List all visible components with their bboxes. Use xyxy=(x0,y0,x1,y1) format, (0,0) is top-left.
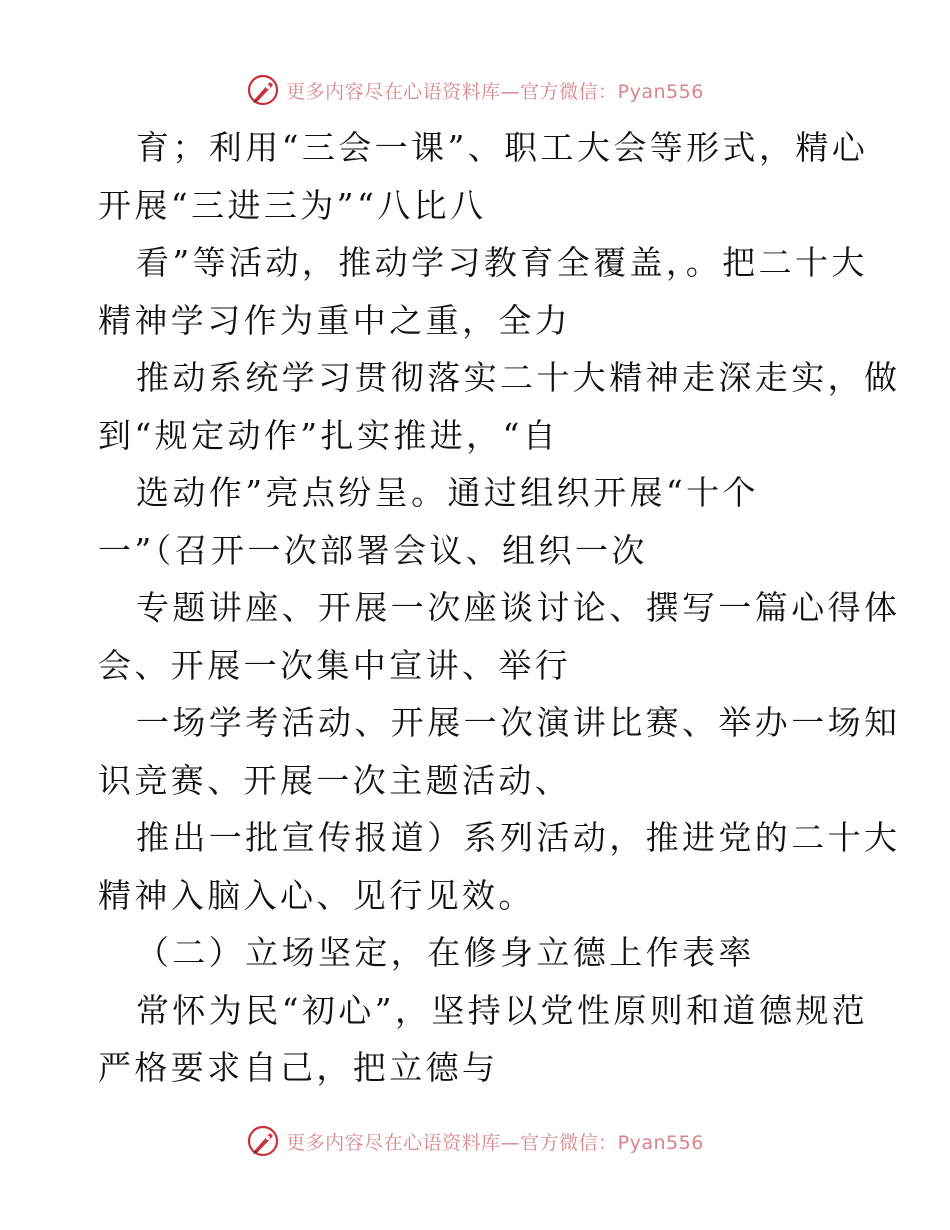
body-line: 育；利用“三会一课”、职工大会等形式，精心 xyxy=(136,128,869,167)
document-body xyxy=(98,119,901,1097)
body-line: 开展“三进三为”“八比八 xyxy=(98,185,487,225)
header-banner-inner xyxy=(246,73,704,107)
body-line: 会、开展一次集中宣讲、举行 xyxy=(98,645,572,685)
body-line: 精神学习作为重中之重，全力 xyxy=(98,300,572,340)
header-banner xyxy=(0,70,950,110)
body-line: 常怀为民“初心”，坚持以党性原则和道德规范 xyxy=(136,990,869,1030)
body-line: 选动作”亮点纷呈。通过组织开展“十个 xyxy=(136,473,759,512)
body-line: 识竞赛、开展一次主题活动、 xyxy=(98,760,572,800)
section-heading: （二）立场坚定，在修身立德上作表率 xyxy=(136,933,755,972)
body-line: 推出一批宣传报道）系列活动，推进党的二十大 xyxy=(136,818,901,857)
body-line: 一场学考活动、开展一次演讲比赛、举办一场知 xyxy=(136,703,901,742)
body-line: 推动系统学习贯彻落实二十大精神走深走实，做 xyxy=(136,358,901,397)
body-line: 看”等活动，推动学习教育全覆盖，。把二十大 xyxy=(136,243,868,282)
footer-banner-text: 更多内容尽在心语资料库—官方微信：Pyan556 xyxy=(286,1131,704,1154)
body-line: 精神入脑入心、见行见效。 xyxy=(98,875,535,915)
body-line: 专题讲座、开展一次座谈讨论、撰写一篇心得体 xyxy=(136,588,901,627)
body-line: 到“规定动作”扎实推进，“自 xyxy=(98,415,560,455)
footer-banner-inner xyxy=(246,1124,704,1158)
quill-pen-logo-icon xyxy=(246,1124,280,1158)
header-banner-text: 更多内容尽在心语资料库—官方微信：Pyan556 xyxy=(286,80,704,103)
footer-banner xyxy=(0,1121,950,1161)
quill-pen-logo-icon xyxy=(246,73,280,107)
body-line: 一”（召开一次部署会议、组织一次 xyxy=(98,530,648,570)
body-line: 严格要求自己，把立德与 xyxy=(98,1048,499,1087)
